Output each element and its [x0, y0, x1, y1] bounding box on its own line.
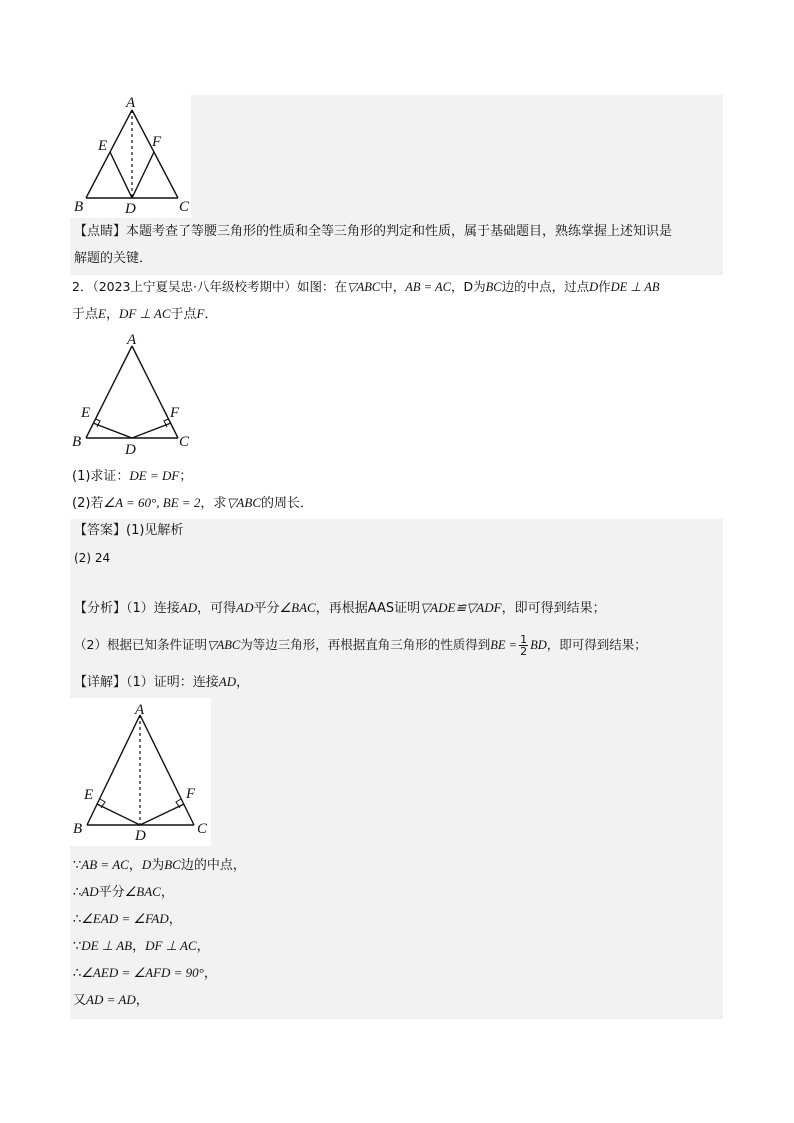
label-a: A: [135, 702, 145, 718]
label-d: D: [125, 201, 136, 217]
problem-line-2: 于点E，DF ⊥ AC于点F．: [72, 306, 218, 322]
label-a: A: [126, 95, 136, 111]
label-b: B: [73, 821, 83, 837]
dianjing-line-2: [74, 250, 152, 268]
label-e: E: [98, 138, 108, 154]
answer-tag: 【答案】: [74, 523, 127, 538]
figure-3: [70, 698, 211, 846]
dianjing-line-1: [74, 223, 672, 241]
question-2: (2)若∠A = 60°, BE = 2，求▽ABC的周长．: [72, 495, 314, 511]
proof-step-6: 又AD = AD，: [73, 992, 149, 1008]
proof-step-3: ∴∠EAD = ∠FAD，: [73, 911, 182, 927]
dianjing-tag: 【点睛】: [74, 224, 127, 239]
label-b: B: [74, 199, 84, 215]
answer-line-2: (2) 24: [74, 551, 111, 565]
answer-line-1: 【答案】(1)见解析: [74, 523, 184, 538]
figure-2: [70, 330, 195, 456]
label-c: C: [197, 821, 208, 837]
label-c: C: [179, 199, 190, 215]
dianjing-text-1: 本题考查了等腰三角形的性质和全等三角形的判定和性质，属于基础题目，熟练掌握上述知识是: [126, 224, 673, 239]
label-f: F: [186, 786, 196, 802]
dianjing-text-2: 解题的关键．: [74, 251, 153, 266]
label-b: B: [72, 434, 82, 450]
label-c: C: [179, 434, 190, 450]
proof-step-2: ∴AD平分∠BAC，: [73, 884, 174, 900]
figure-1: [70, 95, 191, 218]
label-a: A: [127, 332, 137, 348]
label-f: F: [152, 134, 162, 150]
analysis-line-1: 【分析】（1）连接AD，可得AD平分∠BAC，再根据AAS证明▽ADE≌▽ADF，即可得到结果；: [74, 600, 606, 616]
detail-tag: 【详解】: [74, 675, 127, 690]
label-d: D: [135, 828, 146, 844]
detail-line: 【详解】（1）证明：连接AD，: [74, 674, 250, 690]
analysis-tag: 【分析】: [74, 601, 127, 616]
proof-step-5: ∴∠AED = ∠AFD = 90°，: [73, 965, 217, 981]
proof-step-4: ∵DE ⊥ AB，DF ⊥ AC，: [73, 938, 210, 954]
fraction-one-half: $\frac{1}{2}$: [520, 633, 528, 658]
label-e: E: [81, 405, 91, 421]
proof-step-1: ∵AB = AC，D为BC边的中点，: [73, 857, 246, 873]
label-e: E: [84, 787, 94, 803]
label-f: F: [170, 405, 180, 421]
label-d: D: [125, 442, 136, 456]
analysis-line-2: （2）根据已知条件证明▽ABC为等边三角形，再根据直角三角形的性质得到BE = $\frac{1}{2}$ BD，即可得到结果；: [74, 633, 647, 658]
problem-line-1: 2．（2023上宁夏吴忠·八年级校考期中）如图：在▽ABC中，AB = AC，D为BC边的中点，过点D作DE ⊥ AB: [72, 279, 660, 294]
question-1: (1)求证：DE = DF；: [72, 468, 193, 484]
